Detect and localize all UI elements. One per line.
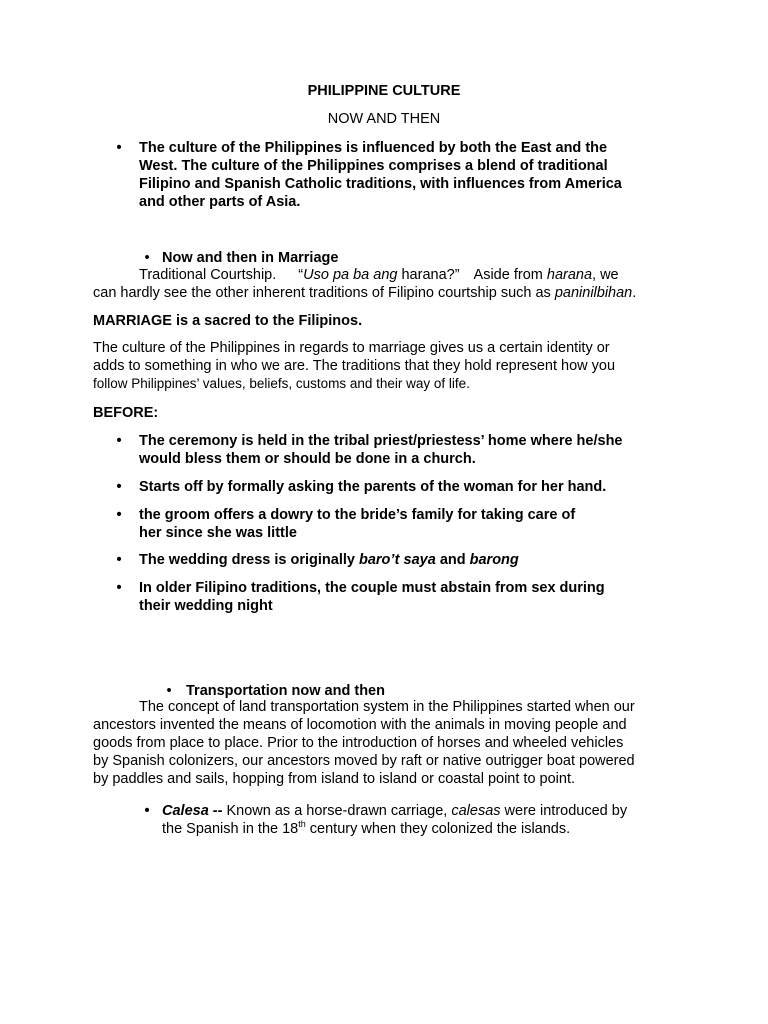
before-bullet-3-line-2: her since she was little xyxy=(139,525,297,541)
marriage-para-line-3: follow Philippines’ values, beliefs, customs and their way of life. xyxy=(93,376,470,391)
page-subtitle: NOW AND THEN xyxy=(327,111,441,127)
transport-para-line-4: by Spanish colonizers, our ancestors moved by raft or native outrigger boat powered xyxy=(93,753,635,769)
calesa-italic: calesas xyxy=(451,803,501,819)
aside-italic: harana xyxy=(546,267,593,283)
marriage-para-line-2: adds to something in who we are. The traditions that they hold represent how you xyxy=(93,358,616,374)
bullet-glyph: • xyxy=(166,683,172,699)
transport-para-line-5: by paddles and sails, hopping from island to island or coastal point to point. xyxy=(93,771,576,787)
transport-para-line-1: The concept of land transportation system in the Philippines started when our xyxy=(139,699,635,715)
bullet-glyph: • xyxy=(116,580,122,596)
b4-mid: and xyxy=(435,552,470,568)
b4-italic-1: baro’t saya xyxy=(358,552,436,568)
calesa-line-1 xyxy=(162,802,627,820)
calesa-text-1: Known as a horse-drawn carriage, xyxy=(222,803,452,819)
marriage-heading: Now and then in Marriage xyxy=(162,250,339,266)
calesa-l2-pre: the Spanish in the 18 xyxy=(162,821,299,837)
transport-heading: Transportation now and then xyxy=(186,683,385,699)
bullet-glyph: • xyxy=(116,479,122,495)
calesa-term: Calesa -- xyxy=(162,803,223,819)
intro-line-4: and other parts of Asia. xyxy=(139,194,301,210)
bullet-glyph: • xyxy=(116,433,122,449)
before-bullet-5-line-2: their wedding night xyxy=(139,598,273,614)
line2-text: can hardly see the other inherent traditions of Filipino courtship such as xyxy=(93,285,555,301)
b4-italic-2: barong xyxy=(469,552,519,568)
b4-pre: The wedding dress is originally xyxy=(139,552,359,568)
marriage-para-line-1: The culture of the Philippines in regards to marriage gives us a certain identity or xyxy=(93,340,610,356)
before-bullet-3-line-1: the groom offers a dowry to the bride’s family for taking care of xyxy=(139,507,576,523)
before-heading: BEFORE: xyxy=(93,405,159,421)
aside-end: , we xyxy=(592,267,619,283)
courtship-line-2 xyxy=(93,284,636,302)
before-bullet-1-line-2: would bless them or should be done in a church. xyxy=(139,451,476,467)
line2-italic: paninilbihan xyxy=(554,285,633,301)
calesa-sup: th xyxy=(298,819,306,830)
transport-para-line-2: ancestors invented the means of locomotion with the animals in moving people and xyxy=(93,717,627,733)
before-bullet-4 xyxy=(139,551,519,569)
courtship-label: Traditional Courtship. xyxy=(139,267,277,283)
before-bullet-5-line-1: In older Filipino traditions, the couple must abstain from sex during xyxy=(139,580,605,596)
intro-line-2: West. The culture of the Philippines comprises a blend of traditional xyxy=(139,158,608,174)
bullet-glyph: • xyxy=(144,803,150,819)
intro-line-3: Filipino and Spanish Catholic traditions, with influences from America xyxy=(139,176,622,192)
bullet-glyph: • xyxy=(144,250,150,266)
calesa-l2-post: century when they colonized the islands. xyxy=(305,821,571,837)
before-bullet-1-line-1: The ceremony is held in the tribal priest/priestess’ home where he/she xyxy=(139,433,623,449)
bullet-glyph: • xyxy=(116,552,122,568)
before-bullet-2: Starts off by formally asking the parents of the woman for her hand. xyxy=(139,479,607,495)
quote-plain: harana?” xyxy=(397,267,460,283)
transport-para-line-3: goods from place to place. Prior to the introduction of horses and wheeled vehicles xyxy=(93,735,624,751)
intro-line-1: The culture of the Philippines is influenced by both the East and the xyxy=(139,140,608,156)
calesa-line-2 xyxy=(162,820,570,838)
calesa-text-2: were introduced by xyxy=(500,803,628,819)
bullet-glyph: • xyxy=(116,507,122,523)
line2-end: . xyxy=(632,285,637,301)
page-title: PHILIPPINE CULTURE xyxy=(307,83,461,99)
bullet-glyph: • xyxy=(116,140,122,156)
quote-italic: Uso pa ba ang xyxy=(303,267,398,283)
aside-text: Aside from xyxy=(473,267,547,283)
marriage-sacred: MARRIAGE is a sacred to the Filipinos. xyxy=(93,313,363,329)
quote-open: “ xyxy=(298,267,304,283)
courtship-line xyxy=(139,266,619,284)
